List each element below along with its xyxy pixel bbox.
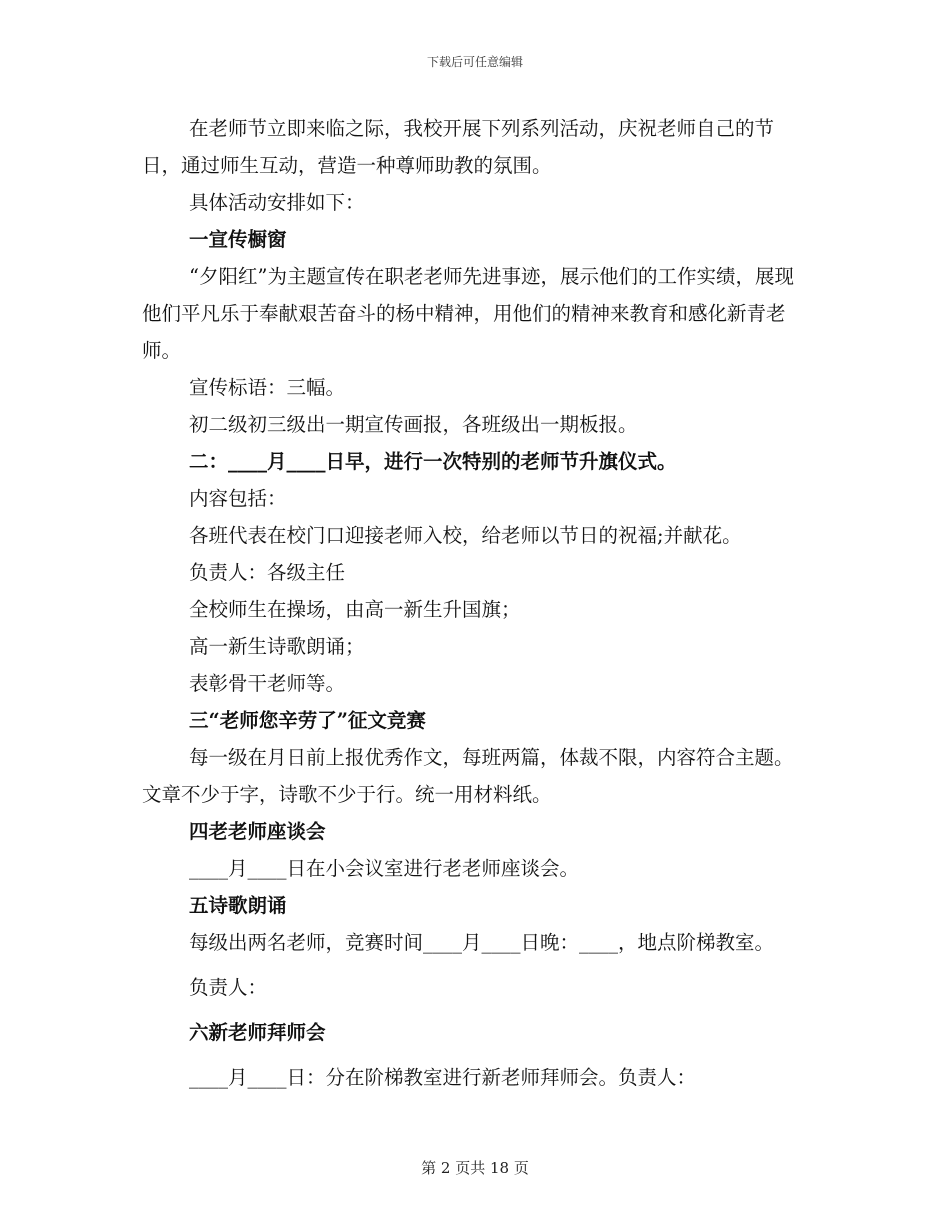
paragraph-contest: 每级出两名老师，竞赛时间____月____日晚：____，地点阶梯教室。 bbox=[189, 931, 775, 954]
heading-section-5: 五诗歌朗诵 bbox=[189, 894, 287, 917]
paragraph-welcome: 各班代表在校门口迎接老师入校，给老师以节日的祝福;并献花。 bbox=[189, 524, 742, 547]
paragraph-responsible: 负责人：各级主任 bbox=[189, 561, 346, 584]
paragraph-section-1: “夕阳红”为主题宣传在职老老师先进事迹，展示他们的工作实绩，展现他们平凡乐于奉献艰苦奋斗的杨中精神，用他们的精神来教育和感化新青老师。 bbox=[142, 265, 794, 362]
paragraph-slogan: 宣传标语：三幅。 bbox=[189, 376, 346, 399]
heading-section-1: 一宣传橱窗 bbox=[189, 228, 287, 251]
paragraph-poster: 初二级初三级出一期宣传画报，各班级出一期板报。 bbox=[189, 413, 638, 436]
heading-section-4: 四老老师座谈会 bbox=[189, 820, 326, 843]
heading-section-3: 三“老师您辛劳了”征文竞赛 bbox=[189, 709, 426, 732]
paragraph-schedule-intro: 具体活动安排如下： bbox=[189, 191, 365, 214]
paragraph-symposium: ____月____日在小会议室进行老老师座谈会。 bbox=[189, 857, 580, 880]
paragraph-flag: 全校师生在操场，由高一新生升国旗； bbox=[189, 598, 521, 621]
heading-section-2: 二：____月____日早，进行一次特别的老师节升旗仪式。 bbox=[189, 450, 677, 473]
paragraph-content-label: 内容包括： bbox=[189, 487, 287, 510]
paragraph-essay: 每一级在月日前上报优秀作文，每班两篇，体裁不限，内容符合主题。文章不少于字，诗歌不少于行。统一用材料纸。 bbox=[142, 746, 794, 806]
paragraph-apprentice: ____月____日：分在阶梯教室进行新老师拜师会。负责人： bbox=[189, 1066, 697, 1089]
paragraph-contest-responsible: 负责人： bbox=[189, 976, 268, 999]
page-header: 下载后可任意编辑 bbox=[426, 55, 523, 69]
page-footer: 第 2 页共 18 页 bbox=[421, 1159, 529, 1177]
heading-section-6: 六新老师拜师会 bbox=[189, 1021, 326, 1044]
document-body bbox=[142, 110, 802, 1096]
paragraph-poetry: 高一新生诗歌朗诵； bbox=[189, 635, 365, 658]
paragraph-intro: 在老师节立即来临之际，我校开展下列系列活动，庆祝老师自己的节日，通过师生互动，营造一种尊师助教的氛围。 bbox=[142, 117, 775, 177]
paragraph-commend: 表彰骨干老师等。 bbox=[189, 672, 346, 695]
